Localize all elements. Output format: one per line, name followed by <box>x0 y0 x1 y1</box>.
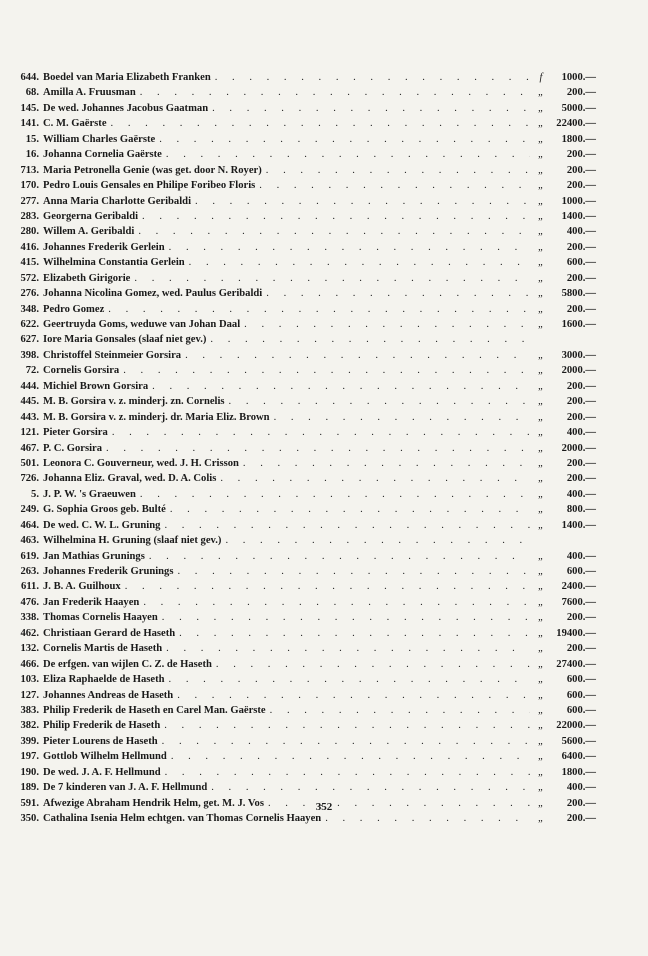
entry-amount: 1400.— <box>561 210 596 222</box>
entry-number: 280. <box>20 226 39 238</box>
entry-name: De wed. C. W. L. Gruning <box>43 519 161 531</box>
entry-name: Wilhelmina H. Gruning (slaaf niet gev.) <box>43 535 222 547</box>
entry-name: Cornelis Gorsira <box>43 365 120 377</box>
currency-mark: „ <box>538 164 544 176</box>
entry-number: 619. <box>20 550 39 562</box>
entry-number: 103. <box>20 674 39 686</box>
ledger-row <box>16 209 596 224</box>
currency-mark <box>534 332 548 347</box>
entry-name: Maria Petronella Genie (was get. door N. Royer) <box>43 164 262 176</box>
dot-leader <box>195 194 530 209</box>
ledger-row <box>16 224 596 239</box>
currency-mark: „ <box>538 411 544 423</box>
currency-mark: „ <box>538 612 544 624</box>
entry-number: 415. <box>20 257 39 269</box>
dot-leader <box>159 132 530 147</box>
entry-number: 443. <box>20 411 39 423</box>
currency-mark <box>534 533 548 548</box>
entry-amount: 200.— <box>566 164 596 176</box>
ledger-row <box>16 780 596 795</box>
currency-mark: „ <box>538 241 544 253</box>
dot-leader <box>169 672 530 687</box>
ledger-row <box>16 348 596 363</box>
entry-number: 416. <box>20 241 39 253</box>
entry-name: Cornelis Martis de Haseth <box>43 643 163 655</box>
dot-leader <box>164 718 530 733</box>
currency-mark: „ <box>538 797 544 809</box>
dot-leader <box>152 379 530 394</box>
ledger-row <box>16 487 596 502</box>
currency-mark: „ <box>538 704 544 716</box>
dot-leader <box>216 657 530 672</box>
entry-amount: 400.— <box>566 782 596 794</box>
entry-name: Cathalina Isenia Helm echtgen. van Thomas Cornelis Haayen <box>43 813 322 824</box>
currency-mark: f <box>539 72 543 83</box>
dot-leader <box>170 502 530 517</box>
entry-name: Amilla A. Fruusman <box>43 87 136 99</box>
entry-name: Pedro Louis Gensales en Philipe Foribeo Floris <box>43 180 256 192</box>
entry-name: Johannes Frederik Grunings <box>43 566 174 577</box>
entry-name: Georgerna Geribaldi <box>43 210 139 222</box>
dot-leader <box>108 302 530 317</box>
entry-name: C. M. Gaërste <box>43 118 107 130</box>
ledger-row <box>16 456 596 471</box>
ledger-row <box>16 811 596 826</box>
ledger-row <box>16 549 596 564</box>
entry-name: Willem A. Geribaldi <box>43 226 135 238</box>
currency-mark: „ <box>538 643 544 655</box>
currency-mark: „ <box>538 519 544 531</box>
entry-number: 627. <box>20 334 39 346</box>
entry-amount: 400.— <box>566 550 596 562</box>
entry-name: J. P. W. 's Graeuwen <box>43 488 136 500</box>
entry-name: Boedel van Maria Elizabeth Franken <box>43 72 211 83</box>
ledger-row <box>16 425 596 440</box>
currency-mark: „ <box>538 782 544 794</box>
entry-amount: 200.— <box>566 473 596 485</box>
entry-number: 5. <box>31 488 39 500</box>
page-number: 352 <box>315 801 333 813</box>
entry-name: Elizabeth Girigorie <box>43 272 131 284</box>
entry-number: 445. <box>20 396 39 408</box>
dot-leader <box>325 811 530 826</box>
ledger-row <box>16 302 596 317</box>
entry-number: 276. <box>20 288 39 300</box>
dot-leader <box>165 765 530 780</box>
currency-mark: „ <box>538 272 544 284</box>
entry-amount: 3000.— <box>561 349 596 361</box>
dot-leader <box>166 147 530 162</box>
entry-number: 383. <box>20 704 39 716</box>
dot-leader <box>177 564 530 579</box>
entry-name: Geertruyda Goms, weduwe van Johan Daal <box>43 319 241 330</box>
currency-mark: „ <box>538 766 544 778</box>
entry-number: 127. <box>20 689 39 701</box>
currency-mark: „ <box>538 488 544 500</box>
entry-amount: 1000.— <box>561 195 596 207</box>
dot-leader <box>140 85 530 100</box>
entry-number: 591. <box>20 797 39 809</box>
ledger-row <box>16 271 596 286</box>
currency-mark: „ <box>538 720 544 732</box>
dot-leader <box>112 425 530 440</box>
currency-mark: „ <box>538 457 544 469</box>
currency-mark: „ <box>538 735 544 747</box>
entry-name: Philip Frederik de Haseth <box>43 720 161 732</box>
entry-name: Leonora C. Gouverneur, wed. J. H. Crisson <box>43 457 239 469</box>
entry-amount <box>548 332 596 347</box>
currency-mark: „ <box>538 195 544 207</box>
ledger-row <box>16 703 596 718</box>
dot-leader <box>125 579 530 594</box>
currency-mark: „ <box>538 581 544 593</box>
entry-name: De erfgen. van wijlen C. Z. de Haseth <box>43 658 212 670</box>
entry-number: 338. <box>20 612 39 624</box>
ledger-row <box>16 286 596 301</box>
ledger-row <box>16 85 596 100</box>
ledger-row <box>16 363 596 378</box>
currency-mark: „ <box>538 658 544 670</box>
dot-leader <box>185 348 530 363</box>
currency-mark: „ <box>538 504 544 516</box>
currency-mark: „ <box>538 102 544 114</box>
ledger-list <box>16 70 596 826</box>
entry-amount: 400.— <box>566 488 596 500</box>
ledger-row <box>16 502 596 517</box>
entry-amount: 5600.— <box>561 735 596 747</box>
ledger-row <box>16 718 596 733</box>
entry-number: 141. <box>20 118 39 130</box>
dot-leader <box>210 332 530 347</box>
ledger-row <box>16 178 596 193</box>
entry-name: Johanna Eliz. Graval, wed. D. A. Colis <box>43 473 217 485</box>
entry-name: De wed. Johannes Jacobus Gaatman <box>43 102 209 114</box>
currency-mark: „ <box>538 596 544 608</box>
currency-mark: „ <box>538 689 544 701</box>
dot-leader <box>212 101 530 116</box>
entry-amount: 200.— <box>566 87 596 99</box>
dot-leader <box>106 441 530 456</box>
entry-number: 444. <box>20 380 39 392</box>
dot-leader <box>266 286 530 301</box>
currency-mark: „ <box>538 365 544 377</box>
currency-mark: „ <box>538 396 544 408</box>
currency-mark: „ <box>538 674 544 686</box>
dot-leader <box>138 224 530 239</box>
currency-mark: „ <box>538 133 544 145</box>
entry-name: Eliza Raphaelde de Haseth <box>43 674 165 686</box>
entry-name: Pieter Gorsira <box>43 427 108 439</box>
entry-number: 713. <box>20 164 39 176</box>
entry-amount: 200.— <box>566 303 596 315</box>
dot-leader <box>142 209 530 224</box>
entry-amount: 200.— <box>566 797 596 809</box>
dot-leader <box>211 780 530 795</box>
currency-mark: „ <box>538 380 544 392</box>
dot-leader <box>177 688 530 703</box>
entry-amount: 600.— <box>566 674 596 686</box>
entry-name: G. Sophia Groos geb. Bulté <box>43 504 166 516</box>
entry-number: 622. <box>20 319 39 330</box>
ledger-row <box>16 163 596 178</box>
currency-mark: „ <box>538 319 544 330</box>
entry-number: 121. <box>20 427 39 439</box>
entry-number: 466. <box>20 658 39 670</box>
entry-name: Johannes Frederik Gerlein <box>43 241 165 253</box>
entry-number: 277. <box>20 195 39 207</box>
entry-number: 263. <box>20 566 39 577</box>
dot-leader <box>243 456 530 471</box>
ledger-row <box>16 533 596 548</box>
ledger-row <box>16 641 596 656</box>
dot-leader <box>169 240 530 255</box>
entry-number: 462. <box>20 627 39 639</box>
entry-amount: 2400.— <box>561 581 596 593</box>
entry-amount: 200.— <box>566 813 596 824</box>
entry-amount: 200.— <box>566 272 596 284</box>
entry-amount: 600.— <box>566 689 596 701</box>
ledger-row <box>16 255 596 270</box>
dot-leader <box>166 641 530 656</box>
entry-amount: 7600.— <box>561 596 596 608</box>
entry-name: Michiel Brown Gorsira <box>43 380 149 392</box>
entry-amount: 200.— <box>566 380 596 392</box>
entry-amount: 5800.— <box>561 288 596 300</box>
entry-amount: 600.— <box>566 704 596 716</box>
dot-leader <box>123 363 530 378</box>
dot-leader <box>179 626 530 641</box>
dot-leader <box>111 116 530 131</box>
dot-leader <box>225 533 530 548</box>
currency-mark: „ <box>538 349 544 361</box>
entry-name: Philip Frederik de Haseth en Carel Man. Gaërste <box>43 704 266 716</box>
entry-name: Iore Maria Gonsales (slaaf niet gev.) <box>43 334 207 346</box>
entry-number: 132. <box>20 643 39 655</box>
ledger-row <box>16 734 596 749</box>
entry-number: 501. <box>20 457 39 469</box>
dot-leader <box>266 163 530 178</box>
dot-leader <box>140 487 530 502</box>
currency-mark: „ <box>538 442 544 454</box>
entry-amount: 5000.— <box>561 102 596 114</box>
entry-name: Anna Maria Charlotte Geribaldi <box>43 195 192 207</box>
entry-name: J. B. A. Guilhoux <box>43 581 121 593</box>
entry-amount: 1800.— <box>561 766 596 778</box>
entry-amount: 400.— <box>566 226 596 238</box>
currency-mark: „ <box>538 813 544 824</box>
ledger-row <box>16 379 596 394</box>
dot-leader <box>162 610 530 625</box>
ledger-row <box>16 70 596 85</box>
entry-amount: 22000.— <box>556 720 596 732</box>
ledger-row <box>16 672 596 687</box>
currency-mark: „ <box>538 288 544 300</box>
entry-number: 72. <box>25 365 39 377</box>
entry-amount: 2000.— <box>561 365 596 377</box>
dot-leader <box>134 271 530 286</box>
entry-amount: 200.— <box>566 396 596 408</box>
entry-number: 68. <box>25 87 39 99</box>
entry-name: Christoffel Steinmeier Gorsira <box>43 349 182 361</box>
currency-mark: „ <box>538 473 544 485</box>
dot-leader <box>149 549 530 564</box>
ledger-row <box>16 657 596 672</box>
ledger-row <box>16 240 596 255</box>
entry-number: 464. <box>20 519 39 531</box>
entry-number: 726. <box>20 473 39 485</box>
entry-number: 572. <box>20 272 39 284</box>
entry-name: Wilhelmina Constantia Gerlein <box>43 257 185 269</box>
dot-leader <box>162 734 530 749</box>
entry-amount: 200.— <box>566 241 596 253</box>
entry-amount: 800.— <box>566 504 596 516</box>
currency-mark: „ <box>538 550 544 562</box>
entry-amount <box>548 533 596 548</box>
entry-amount: 200.— <box>566 612 596 624</box>
ledger-row <box>16 132 596 147</box>
entry-name: Afwezige Abraham Hendrik Helm, get. M. J. Vos <box>43 797 264 809</box>
entry-number: 476. <box>20 596 39 608</box>
dot-leader <box>164 518 530 533</box>
entry-amount: 27400.— <box>556 658 596 670</box>
entry-number: 467. <box>20 442 39 454</box>
entry-name: William Charles Gaërste <box>43 133 156 145</box>
entry-number: 644. <box>20 72 39 83</box>
entry-number: 398. <box>20 349 39 361</box>
entry-number: 399. <box>20 735 39 747</box>
entry-amount: 1800.— <box>561 133 596 145</box>
entry-name: Gottlob Wilhelm Hellmund <box>43 751 167 763</box>
entry-name: De 7 kinderen van J. A. F. Hellmund <box>43 782 208 794</box>
entry-name: Johannes Andreas de Haseth <box>43 689 174 701</box>
ledger-row <box>16 147 596 162</box>
currency-mark: „ <box>538 257 544 269</box>
dot-leader <box>143 595 530 610</box>
entry-name: Pedro Gomez <box>43 303 105 315</box>
currency-mark: „ <box>538 226 544 238</box>
entry-amount: 1600.— <box>561 319 596 330</box>
ledger-row <box>16 765 596 780</box>
entry-amount: 600.— <box>566 566 596 577</box>
entry-amount: 2000.— <box>561 442 596 454</box>
entry-name: Jan Frederik Haayen <box>43 596 140 608</box>
entry-name: M. B. Gorsira v. z. minderj. zn. Cornelis <box>43 396 225 408</box>
dot-leader <box>259 178 530 193</box>
entry-number: 197. <box>20 751 39 763</box>
entry-name: Johanna Cornelia Gaërste <box>43 149 162 161</box>
entry-number: 15. <box>25 133 39 145</box>
entry-amount: 200.— <box>566 457 596 469</box>
entry-amount: 19400.— <box>556 627 596 639</box>
entry-amount: 200.— <box>566 149 596 161</box>
entry-number: 189. <box>20 782 39 794</box>
entry-number: 145. <box>20 102 39 114</box>
entry-name: M. B. Gorsira v. z. minderj. dr. Maria Eliz. Brown <box>43 411 270 423</box>
entry-amount: 400.— <box>566 427 596 439</box>
ledger-row <box>16 101 596 116</box>
entry-amount: 1400.— <box>561 519 596 531</box>
entry-number: 283. <box>20 210 39 222</box>
entry-number: 463. <box>20 535 39 547</box>
entry-name: Christiaan Gerard de Haseth <box>43 627 176 639</box>
ledger-row <box>16 332 596 347</box>
ledger-row <box>16 626 596 641</box>
ledger-row <box>16 194 596 209</box>
currency-mark: „ <box>538 210 544 222</box>
ledger-row <box>16 410 596 425</box>
entry-amount: 600.— <box>566 257 596 269</box>
currency-mark: „ <box>538 751 544 763</box>
ledger-row <box>16 518 596 533</box>
dot-leader <box>189 255 530 270</box>
ledger-row <box>16 317 596 332</box>
ledger-row <box>16 595 596 610</box>
currency-mark: „ <box>538 180 544 192</box>
currency-mark: „ <box>538 303 544 315</box>
ledger-row <box>16 610 596 625</box>
currency-mark: „ <box>538 566 544 577</box>
dot-leader <box>215 70 530 85</box>
ledger-row <box>16 116 596 131</box>
dot-leader <box>274 410 530 425</box>
currency-mark: „ <box>538 427 544 439</box>
entry-name: P. C. Gorsira <box>43 442 103 454</box>
ledger-row <box>16 394 596 409</box>
entry-number: 382. <box>20 720 39 732</box>
ledger-row <box>16 749 596 764</box>
entry-amount: 200.— <box>566 180 596 192</box>
entry-number: 350. <box>20 813 39 824</box>
dot-leader <box>229 394 530 409</box>
entry-number: 611. <box>21 581 39 593</box>
entry-number: 348. <box>20 303 39 315</box>
entry-name: Jan Mathias Grunings <box>43 550 145 562</box>
entry-name: Johanna Nicolina Gomez, wed. Paulus Geribaldi <box>43 288 263 300</box>
entry-amount: 22400.— <box>556 118 596 130</box>
dot-leader <box>244 317 530 332</box>
entry-number: 249. <box>20 504 39 516</box>
currency-mark: „ <box>538 627 544 639</box>
entry-number: 170. <box>20 180 39 192</box>
dot-leader <box>220 471 530 486</box>
entry-name: Pieter Lourens de Haseth <box>43 735 158 747</box>
entry-number: 190. <box>20 766 39 778</box>
ledger-row <box>16 471 596 486</box>
dot-leader <box>270 703 530 718</box>
dot-leader <box>171 749 530 764</box>
entry-amount: 6400.— <box>561 751 596 763</box>
ledger-row <box>16 579 596 594</box>
ledger-row <box>16 441 596 456</box>
entry-name: Thomas Cornelis Haayen <box>43 612 158 624</box>
ledger-row <box>16 564 596 579</box>
currency-mark: „ <box>538 149 544 161</box>
entry-amount: 200.— <box>566 411 596 423</box>
ledger-row <box>16 688 596 703</box>
entry-name: De wed. J. A. F. Hellmund <box>43 766 161 778</box>
entry-amount: 1000.— <box>561 72 596 83</box>
entry-amount: 200.— <box>566 643 596 655</box>
currency-mark: „ <box>538 87 544 99</box>
currency-mark: „ <box>538 118 544 130</box>
entry-number: 16. <box>25 149 39 161</box>
